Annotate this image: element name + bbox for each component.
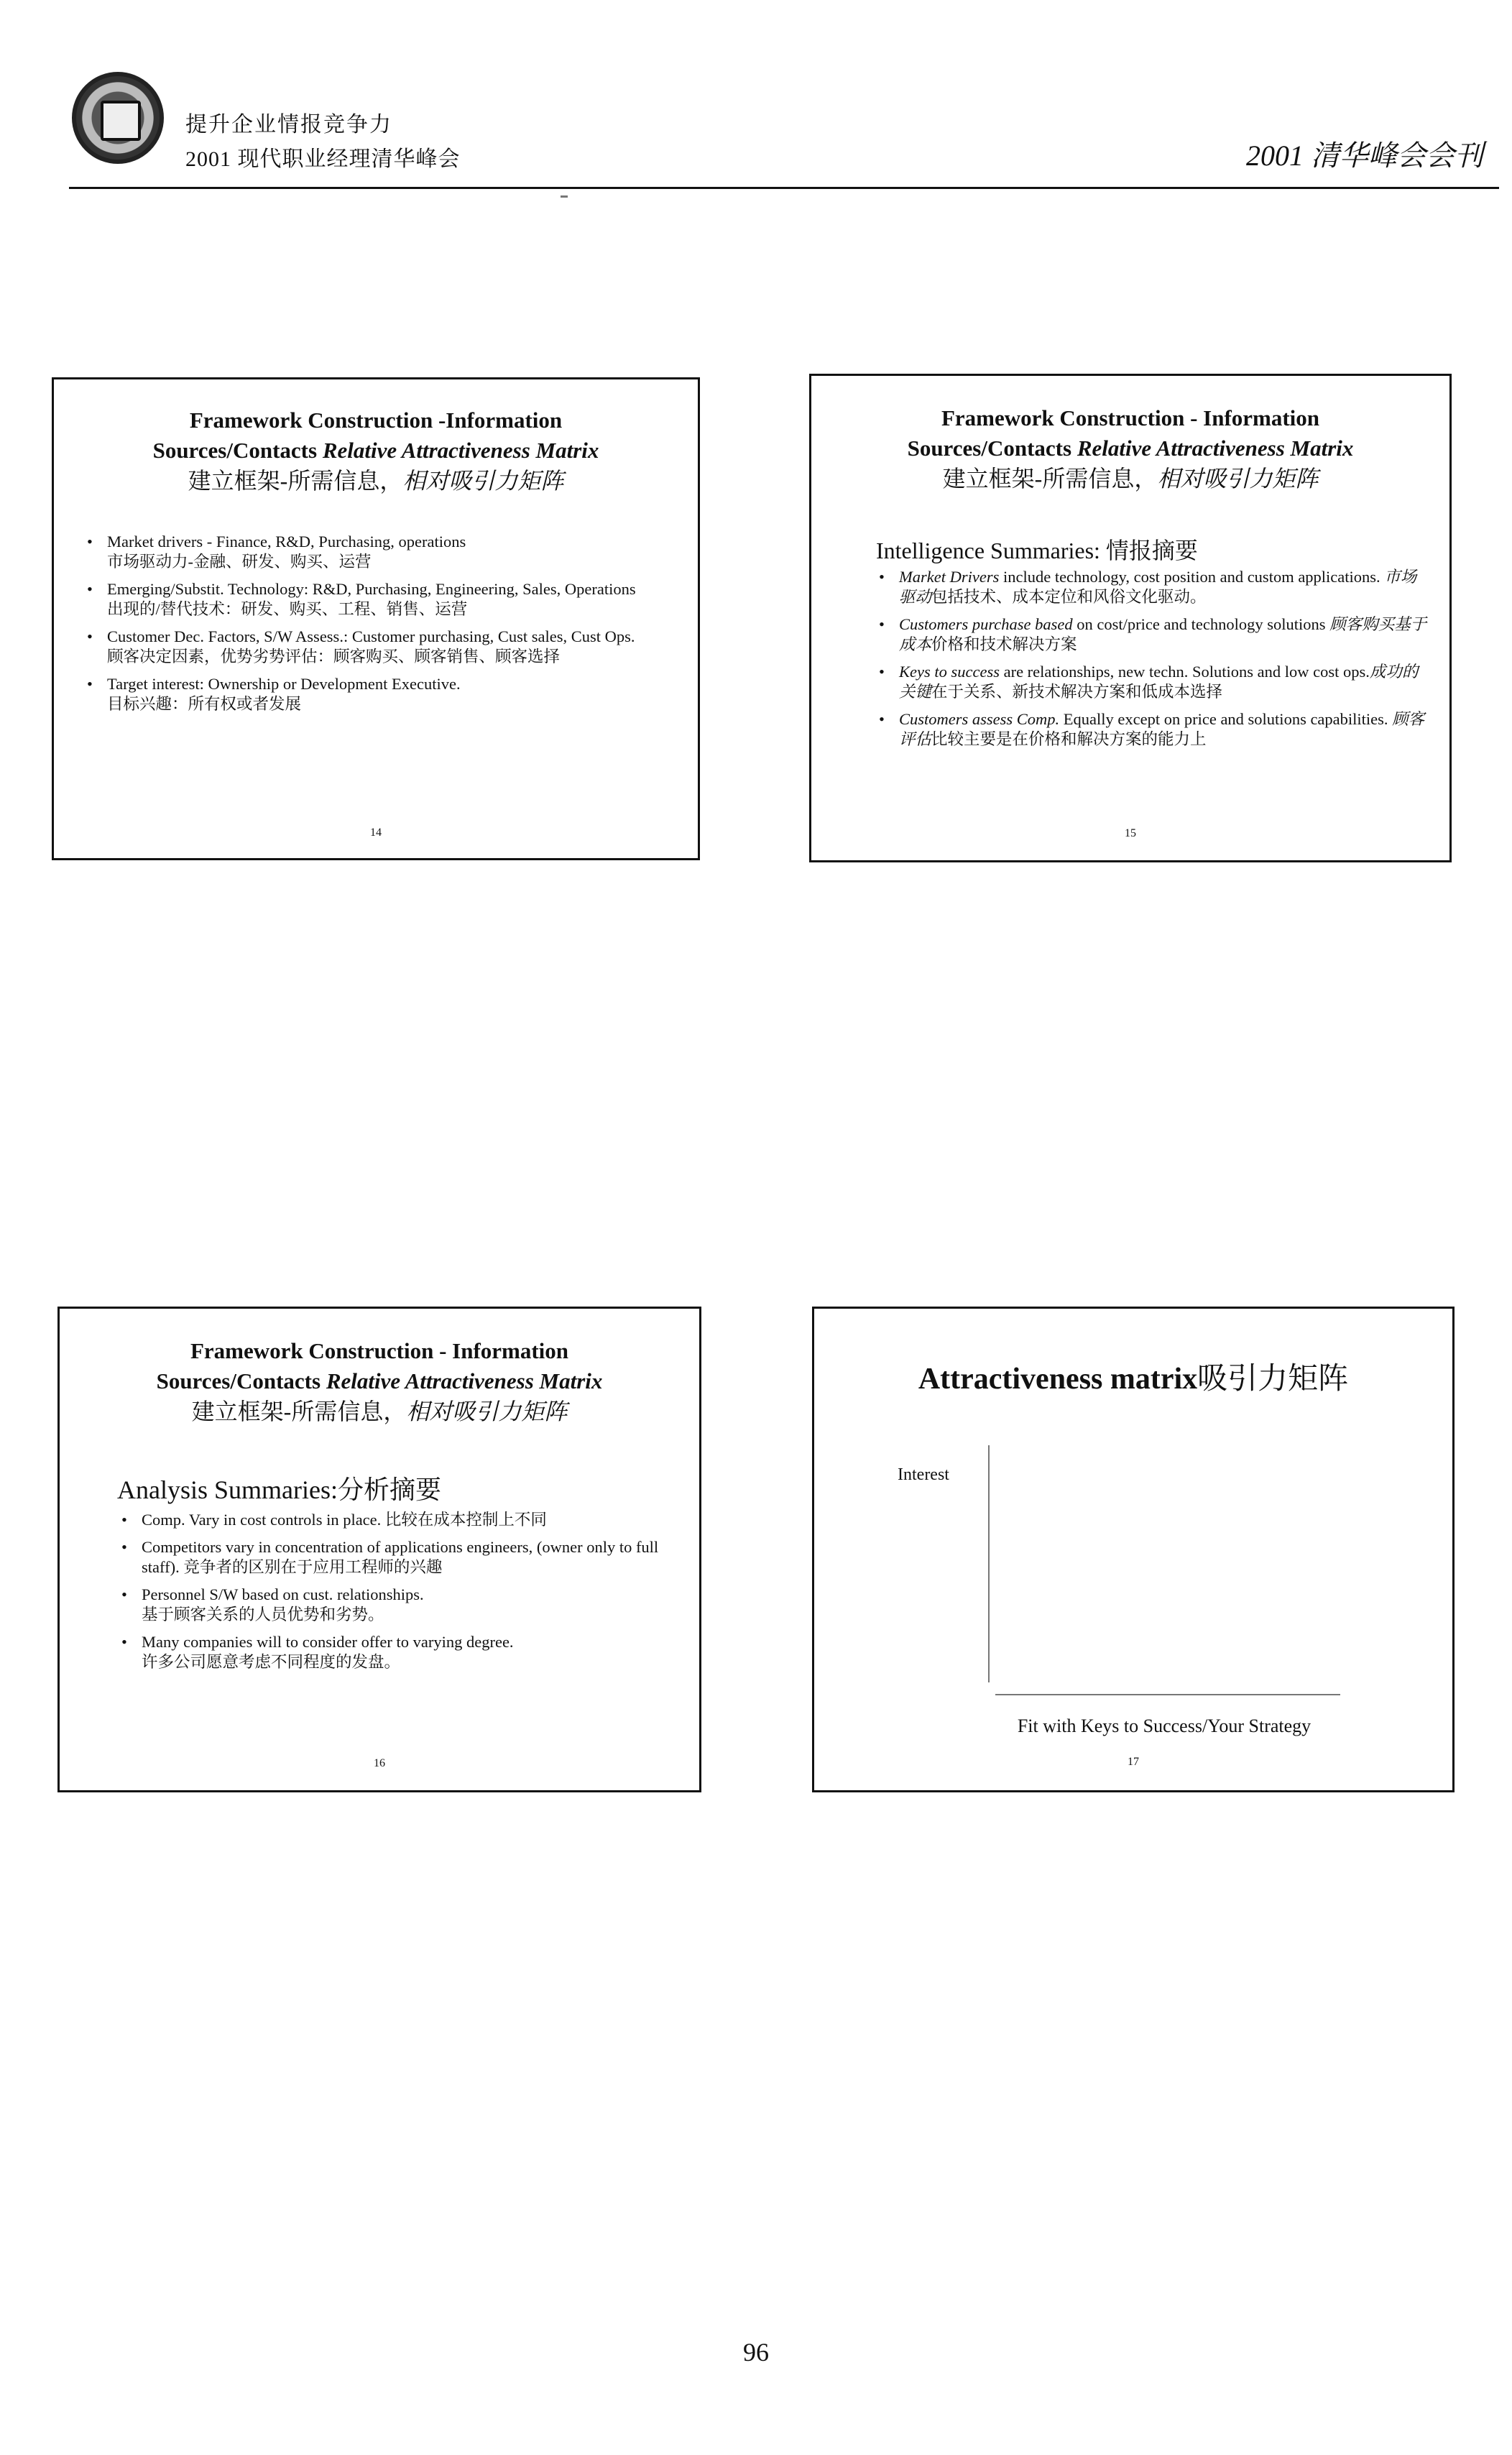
- section-heading: Intelligence Summaries: 情报摘要: [876, 538, 1198, 563]
- slide-title: [814, 1355, 1452, 1398]
- bullet-zh: 许多公司愿意考虑不同程度的发盘。: [142, 1653, 401, 1671]
- bullet-en: Comp. Vary in cost controls in place. 比较在成本控制上不同: [142, 1511, 547, 1529]
- list-item: [876, 662, 1429, 702]
- bullet-en: Target interest: Ownership or Development Executive.: [107, 675, 461, 693]
- slide-number: 15: [1125, 827, 1136, 839]
- bullet-en: Competitors vary in concentration of applications engineers, (owner only to full staff). 竞争者的区别在于应用工程师的兴趣: [142, 1538, 659, 1576]
- bullet-en: Emerging/Substit. Technology: R&D, Purchasing, Engineering, Sales, Operations: [107, 580, 636, 598]
- list-item: [876, 709, 1429, 750]
- bullet-zh: 价格和技术解决方案: [931, 635, 1077, 653]
- bullet-list: [84, 532, 673, 722]
- header-subtitle: 2001 现代职业经理清华峰会: [185, 147, 461, 171]
- bullet-zh: 顾客决定因素，优势劣势评估：顾客购买、顾客销售、顾客选择: [107, 648, 561, 665]
- title-italic: Relative Attractiveness Matrix: [322, 438, 599, 463]
- bullet-en: are relationships, new techn. Solutions and low cost ops.: [999, 663, 1370, 681]
- university-seal-icon: [72, 72, 164, 164]
- title-zh: [54, 466, 698, 496]
- slide-number: 17: [1128, 1756, 1139, 1768]
- title-line1: Framework Construction - Information: [941, 405, 1320, 430]
- slide-14: [52, 377, 700, 860]
- title-zh-text: 建立框架-所需信息，: [942, 466, 1158, 492]
- bullet-italic: Customers purchase based: [899, 615, 1073, 633]
- slide-15: [809, 374, 1452, 862]
- x-axis: [995, 1694, 1340, 1695]
- title-zh-italic: 相对吸引力矩阵: [1157, 466, 1319, 492]
- list-item: [119, 1537, 679, 1577]
- title-zh: 吸引力矩阵: [1197, 1363, 1349, 1396]
- slide-title: [54, 405, 698, 496]
- slide-17: [812, 1307, 1455, 1792]
- title-line1: Framework Construction - Information: [190, 1338, 569, 1363]
- slide-number: 14: [370, 826, 382, 839]
- bullet-zh: 在于关系、新技术解决方案和低成本选择: [931, 683, 1223, 701]
- list-item: [119, 1585, 679, 1625]
- header-publication: 2001 清华峰会会刊: [1246, 139, 1483, 172]
- page-header: [0, 0, 1512, 194]
- bullet-en: Equally except on price and solutions capabilities.: [1059, 710, 1393, 728]
- bullet-zh: 出现的/替代技术：研发、购买、工程、销售、运营: [107, 600, 468, 618]
- title-bold: Sources/Contacts: [156, 1368, 321, 1394]
- list-item: [84, 674, 673, 714]
- bullet-zh: 目标兴趣：所有权或者发展: [107, 695, 302, 713]
- bullet-zh-italic: 顾客评估: [899, 710, 1425, 748]
- bullet-zh-italic: 成功的关键: [899, 663, 1419, 701]
- list-item: [876, 567, 1429, 607]
- bullet-list: [119, 1510, 679, 1680]
- list-item: [119, 1632, 679, 1672]
- header-rule: [69, 187, 1499, 189]
- bullet-italic: Keys to success: [899, 663, 1000, 681]
- bullet-en: Many companies will to consider offer to varying degree.: [142, 1633, 514, 1651]
- title-bold: Attractiveness matrix: [918, 1363, 1198, 1396]
- bullet-zh: 市场驱动力-金融、研发、购买、运营: [107, 553, 372, 571]
- header-title: 提升企业情报竞争力: [185, 113, 392, 137]
- title-zh-text: 建立框架-所需信息，: [191, 1399, 407, 1424]
- slide-number: 16: [374, 1757, 385, 1769]
- title-line1: Framework Construction -Information: [189, 407, 563, 433]
- list-item: [84, 532, 673, 572]
- title-zh-italic: 相对吸引力矩阵: [402, 468, 564, 494]
- bullet-zh-italic: 顾客购买基于成本: [899, 615, 1427, 653]
- header-tick: [561, 195, 568, 198]
- title-line2: [60, 1366, 699, 1396]
- bullet-en: include technology, cost position and custom applications.: [999, 568, 1385, 586]
- bullet-zh: 基于顾客关系的人员优势和劣势。: [142, 1606, 384, 1623]
- y-axis-label: Interest: [898, 1465, 949, 1484]
- bullet-zh: 包括技术、成本定位和风俗文化驱动。: [931, 588, 1207, 606]
- bullet-en: Customer Dec. Factors, S/W Assess.: Customer purchasing, Cust sales, Cust Ops.: [107, 627, 635, 645]
- title-bold: Sources/Contacts: [152, 438, 318, 463]
- bullet-en: Market drivers - Finance, R&D, Purchasing, operations: [107, 533, 466, 551]
- slide-title: [811, 403, 1449, 494]
- title-line2: [811, 433, 1449, 464]
- bullet-zh-italic: 市场驱动: [899, 568, 1417, 606]
- list-item: [119, 1510, 679, 1530]
- list-item: [84, 627, 673, 667]
- title-italic: Relative Attractiveness Matrix: [326, 1368, 603, 1394]
- list-item: [876, 614, 1429, 655]
- list-item: [84, 579, 673, 619]
- title-zh: [811, 464, 1449, 494]
- title-line2: [54, 436, 698, 466]
- bullet-italic: Market Drivers: [899, 568, 1000, 586]
- bullet-list: [876, 567, 1429, 757]
- title-bold: Sources/Contacts: [907, 436, 1072, 461]
- title-zh-text: 建立框架-所需信息，: [188, 468, 403, 494]
- slide-16: [57, 1307, 701, 1792]
- title-italic: Relative Attractiveness Matrix: [1077, 436, 1354, 461]
- x-axis-label: Fit with Keys to Success/Your Strategy: [1017, 1715, 1312, 1736]
- section-heading: Analysis Summaries:分析摘要: [117, 1475, 441, 1504]
- bullet-italic: Customers assess Comp.: [899, 710, 1060, 728]
- title-zh: [60, 1396, 699, 1427]
- bullet-zh: 比较主要是在价格和解决方案的能力上: [931, 730, 1207, 748]
- title-zh-italic: 相对吸引力矩阵: [406, 1399, 568, 1424]
- bullet-en: on cost/price and technology solutions: [1072, 615, 1330, 633]
- page-number: 96: [743, 2338, 769, 2367]
- bullet-en: Personnel S/W based on cust. relationships.: [142, 1585, 424, 1603]
- y-axis: [988, 1445, 990, 1682]
- slide-title: [60, 1336, 699, 1427]
